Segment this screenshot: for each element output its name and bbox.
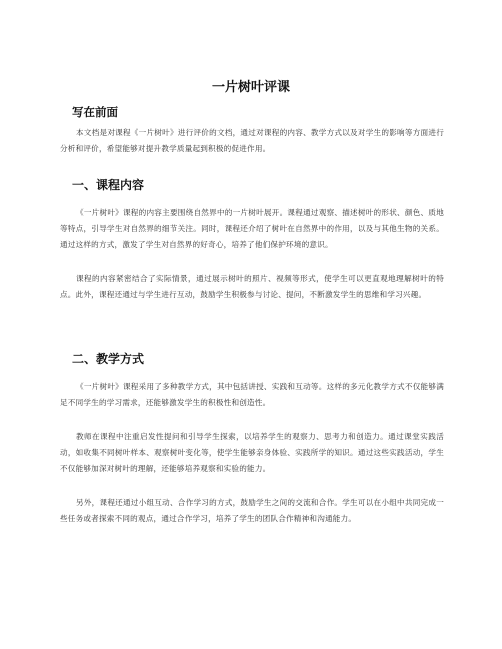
preface-heading: 写在前面 bbox=[72, 105, 118, 119]
course-content-paragraph-2: 课程的内容紧密结合了实际情景，通过展示树叶的照片、视频等形式，使学生可以更直观地理解树叶的特点。此外，课程还通过与学生进行互动，鼓励学生积极参与讨论、提问，不断激发学生的思维和学习兴趣。 bbox=[60, 274, 444, 299]
section-course-content-heading: 一、课程内容 bbox=[72, 178, 145, 192]
teaching-method-paragraph-2: 教师在课程中注重启发性提问和引导学生探索，以培养学生的观察力、思考力和创造力。通过课堂实践活动，如收集不同树叶样本、观察树叶变化等，使学生能够亲身体验、实践所学的知识。通过这些实践活动，学生不仅能够加深对树叶的理解，还能够培养观察和实验的能力。 bbox=[60, 432, 444, 473]
course-content-paragraph-1: 《一片树叶》课程的内容主要围绕自然界中的一片树叶展开。课程通过观察、描述树叶的形状、颜色、质地等特点，引导学生对自然界的细节关注。同时，课程还介绍了树叶在自然界中的作用，以及与其他生物的关系。通过这样的方式，激发了学生对自然界的好奇心，培养了他们保护环境的意识。 bbox=[60, 208, 444, 249]
document-title: 一片树叶评课 bbox=[211, 80, 290, 95]
teaching-method-paragraph-1: 《一片树叶》课程采用了多种教学方式，其中包括讲授、实践和互动等。这样的多元化教学方式不仅能够满足不同学生的学习需求，还能够激发学生的积极性和创造性。 bbox=[60, 382, 444, 407]
section-teaching-method-heading: 二、教学方式 bbox=[72, 352, 145, 366]
teaching-method-paragraph-3: 另外，课程还通过小组互动、合作学习的方式，鼓励学生之间的交流和合作。学生可以在小组中共同完成一些任务或者探索不同的观点，通过合作学习，培养了学生的团队合作精神和沟通能力。 bbox=[60, 498, 444, 523]
preface-paragraph: 本文档是对课程《一片树叶》进行评价的文档，通过对课程的内容、教学方式以及对学生的影响等方面进行分析和评价，希望能够对提升教学质量起到积极的促进作用。 bbox=[60, 128, 444, 153]
